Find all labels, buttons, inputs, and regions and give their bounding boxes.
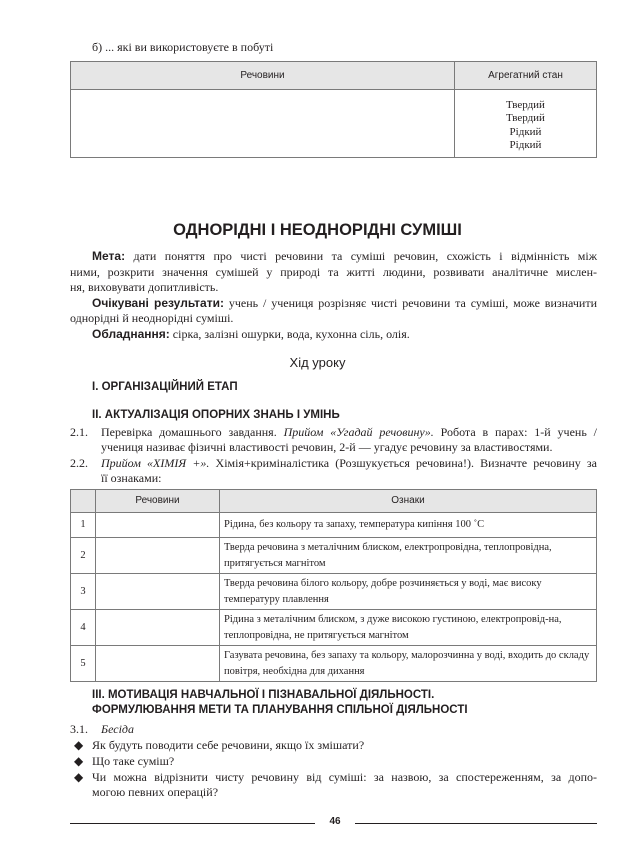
item-2-1-number: 2.1.	[70, 425, 88, 439]
table-row	[71, 513, 597, 538]
question-3-line-2: могою певних операцій?	[92, 785, 219, 799]
item-3-1-number: 3.1.	[70, 722, 88, 736]
substance-state-table	[70, 61, 597, 158]
header-substances-2: Речовини	[96, 490, 220, 513]
stage-3-heading	[92, 688, 468, 718]
substances-cell	[71, 90, 455, 158]
substance-answer-cell	[96, 574, 220, 610]
lesson-heading: Хід уроку	[289, 355, 346, 370]
goal-label: Мета:	[92, 249, 126, 263]
state-4: Рідкий	[509, 139, 542, 151]
item-3-1-label: Бесіда	[101, 722, 134, 736]
table-row	[71, 538, 597, 574]
footer-rule-left	[70, 823, 315, 824]
table-row	[71, 646, 597, 682]
row-number: 3	[71, 574, 96, 610]
sign-cell: Газувата речовина, без запаху та кольору, малорозчинна у воді, входить до складу повітря, необхідна для дихання	[220, 646, 597, 682]
header-aggregate-state: Агрегатний стан	[455, 62, 597, 90]
question-1: Як будуть поводити себе речовини, якщо їх змішати?	[92, 738, 365, 752]
states-cell	[455, 90, 597, 158]
row-number: 2	[71, 538, 96, 574]
state-1: Твердий	[506, 98, 545, 111]
stage-2-heading: II. АКТУАЛІЗАЦІЯ ОПОРНИХ ЗНАНЬ І УМІНЬ	[92, 409, 340, 421]
header-substances: Речовини	[71, 62, 455, 90]
sign-cell: Рідина з металічним блиском, з дуже високою густиною, електропровід-на, теплопровідна, не притягується магнітом	[220, 610, 597, 646]
row-number: 4	[71, 610, 96, 646]
stage-3-line-2: ФОРМУЛЮВАННЯ МЕТИ ТА ПЛАНУВАННЯ СПІЛЬНОЇ ДІЯЛЬНОСТІ	[92, 704, 468, 716]
item-2-1-technique: Прийом «Угадай речовину».	[283, 425, 434, 439]
results-line-2: однорідні й неоднорідні суміші.	[70, 311, 234, 325]
substance-answer-cell	[96, 513, 220, 538]
item-2-1-text: Перевірка домашнього завдання.	[101, 425, 277, 439]
substance-answer-cell	[96, 646, 220, 682]
diamond-bullet-icon: ◆	[74, 754, 84, 768]
equipment-text: сірка, залізні ошурки, вода, кухонна сіль, олія.	[172, 326, 410, 341]
diamond-bullet-icon: ◆	[74, 770, 84, 784]
goal-line-1: дати поняття про чисті речовини та суміші речовин, схожість і відмінність між	[133, 249, 598, 263]
page-number: 46	[329, 816, 341, 827]
sign-cell: Тверда речовина з металічним блиском, електропровідна, теплопровідна, притягується магнітом	[220, 538, 597, 574]
item-2-1-line-2: учениця називає фізичні властивості речовин, 2-й — угадує речовину за властивостями.	[101, 440, 553, 454]
item-2-2-number: 2.2.	[70, 456, 88, 470]
goal-line-3: ня, виховувати допитливість.	[70, 280, 219, 294]
state-2: Твердий	[506, 112, 545, 124]
intro-prompt: б) ... які ви використовуєте в побуті	[92, 40, 274, 54]
item-2-1-text-2: Робота в парах: 1-й учень /	[440, 425, 597, 439]
item-2-2-line-2: її ознаками:	[101, 471, 162, 485]
substance-signs-table	[70, 489, 597, 682]
question-2: Що таке суміш?	[92, 754, 175, 768]
item-2-2-text: Хімія+криміналістика (Розшукується речовина!). Визначте речовину за	[215, 456, 597, 470]
table-row	[71, 574, 597, 610]
num-header	[71, 490, 96, 513]
equipment-label: Обладнання:	[92, 326, 170, 341]
page-title: ОДНОРІДНІ І НЕОДНОРІДНІ СУМІШІ	[173, 221, 462, 239]
stage-1-heading: I. ОРГАНІЗАЦІЙНИЙ ЕТАП	[92, 381, 238, 393]
question-3-line-1: Чи можна відрізнити чисту речовину від суміші: за назвою, за спостереженням, за допо-	[92, 770, 597, 784]
diamond-bullet-icon: ◆	[74, 738, 84, 752]
goal-paragraph	[70, 249, 597, 342]
item-2-2	[101, 456, 597, 486]
table-row	[71, 610, 597, 646]
header-signs: Ознаки	[220, 490, 597, 513]
stage-3-line-1: III. МОТИВАЦІЯ НАВЧАЛЬНОЇ І ПІЗНАВАЛЬНОЇ ДІЯЛЬНОСТІ.	[92, 689, 435, 701]
results-line-1: учень / учениця розрізняє чисті речовини та суміші, може визначити	[228, 295, 598, 310]
goal-line-2: ними, розкрити значення сумішей у природі та житті людини, розвивати аналітичне мислен-	[70, 264, 597, 279]
substance-answer-cell	[96, 610, 220, 646]
footer-rule-right	[355, 823, 597, 824]
state-3: Рідкий	[509, 125, 542, 138]
substance-answer-cell	[96, 538, 220, 574]
question-3	[92, 770, 597, 800]
sign-cell: Тверда речовина білого кольору, добре розчиняється у воді, має високу температуру плавлення	[220, 574, 597, 610]
sign-cell: Рідина, без кольору та запаху, температура кипіння 100 ˚С	[220, 513, 597, 538]
results-label: Очікувані результати:	[92, 295, 224, 310]
row-number: 1	[71, 513, 96, 538]
item-2-2-technique: Прийом «ХІМІЯ +».	[101, 456, 210, 470]
item-2-1	[101, 425, 597, 455]
row-number: 5	[71, 646, 96, 682]
